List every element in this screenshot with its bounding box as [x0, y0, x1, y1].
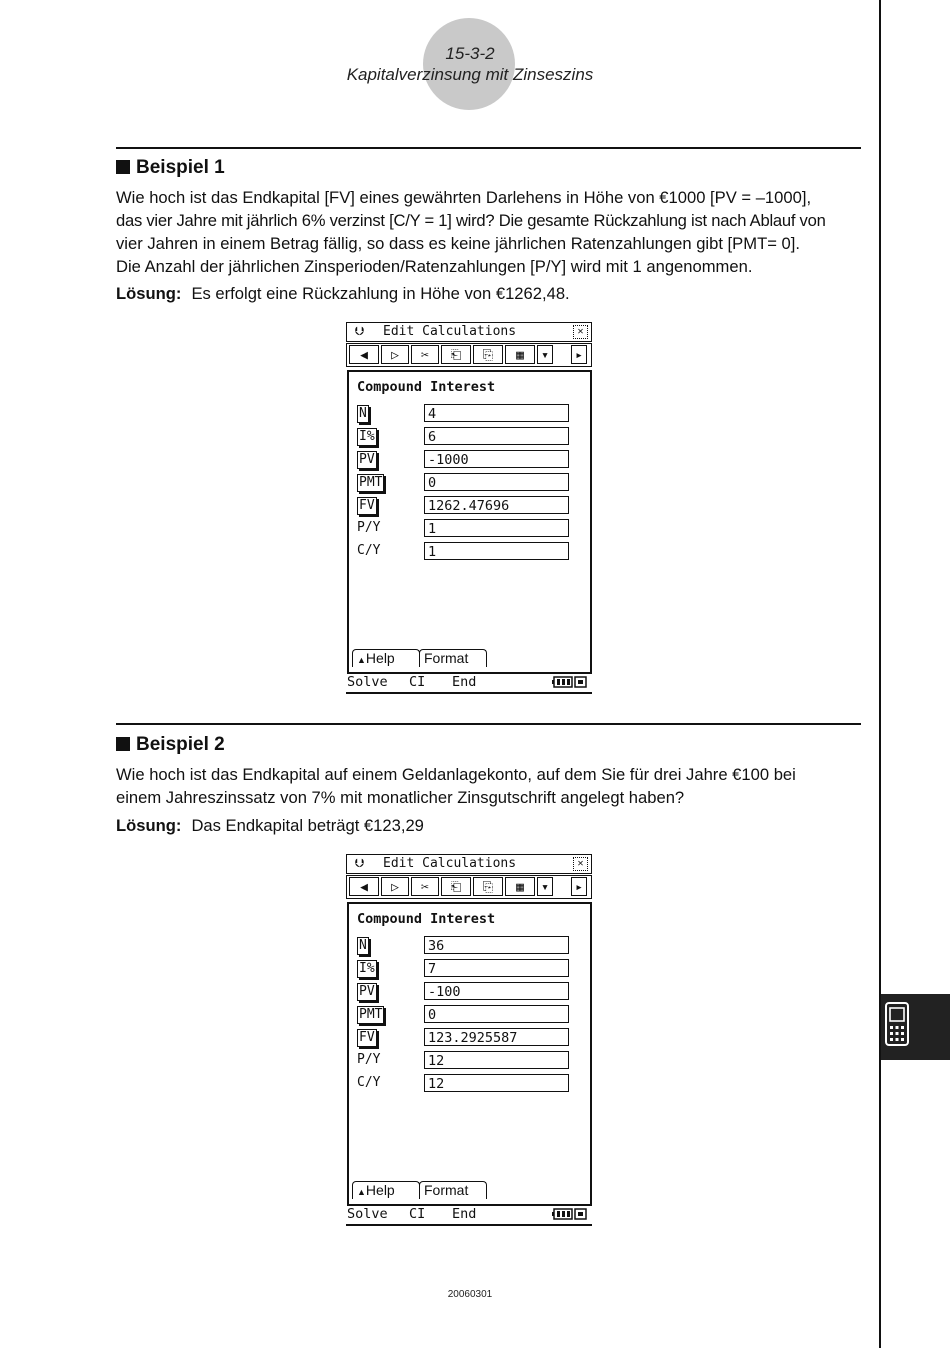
- label-fv[interactable]: FV: [359, 498, 375, 513]
- field-pmt[interactable]: 0: [424, 473, 569, 491]
- field-i[interactable]: 6: [424, 427, 569, 445]
- header-badge: [423, 18, 515, 110]
- back-icon[interactable]: ◀: [349, 345, 379, 364]
- field-pv[interactable]: -1000: [424, 450, 569, 468]
- up-arrow-icon: ▲: [357, 1187, 366, 1197]
- example1-heading: Beispiel 1: [116, 157, 225, 179]
- label-n[interactable]: N: [359, 938, 367, 953]
- field-cy[interactable]: 1: [424, 542, 569, 560]
- battery-icon: [552, 1208, 588, 1220]
- label-pmt[interactable]: PMT: [359, 1007, 383, 1022]
- example2-text: Wie hoch ist das Endkapital auf einem Geldanlagekonto, auf dem Sie für drei Jahre €100 bei einem Jahreszinssatz von 7% mit monatlicher Zinsgutschrift angelegt haben?: [116, 765, 796, 807]
- chapter-tab: [881, 994, 950, 1060]
- scroll-right-icon[interactable]: ▸: [571, 877, 587, 896]
- section-divider: [116, 147, 861, 149]
- calc-body: [347, 902, 592, 1206]
- label-py: P/Y: [357, 520, 381, 535]
- calculator-screen-1: [346, 322, 592, 694]
- field-py[interactable]: 1: [424, 519, 569, 537]
- toolbar: [346, 875, 592, 899]
- cut-icon[interactable]: ✂: [411, 877, 439, 896]
- play-icon[interactable]: ▷: [381, 345, 409, 364]
- close-icon[interactable]: ✕: [573, 325, 588, 339]
- screen-title: Compound Interest: [357, 911, 496, 927]
- example2-solution: Lösung: Das Endkapital beträgt €123,29: [116, 816, 424, 835]
- cut-icon[interactable]: ✂: [411, 345, 439, 364]
- tab-help[interactable]: ▲Help: [352, 1181, 420, 1199]
- field-fv[interactable]: 1262.47696: [424, 496, 569, 514]
- label-i[interactable]: I%: [359, 429, 375, 444]
- screen-title: Compound Interest: [357, 379, 496, 395]
- paste-icon[interactable]: ⎘: [473, 877, 503, 896]
- solve-button[interactable]: Solve: [347, 674, 388, 690]
- copy-icon[interactable]: ⎗: [441, 877, 471, 896]
- example1-text: Wie hoch ist das Endkapital [FV] eines gewährten Darlehens in Höhe von €1000 [PV = –1000], das vier Jahre mit jährlich 6% verzinst [C/Y = 1] wird? Die gesamte Rückzahlung ist nach Ablauf von vier Jahren in einem Betrag fällig, so dass es keine jährlichen Ratenzahlungen gibt [PMT= 0]. Die Anzahl der jährlichen Zinsperioden/Ratenzahlungen [P/Y] wird mit 1 angenommen.: [116, 188, 826, 276]
- toolbar: [346, 343, 592, 367]
- field-pmt[interactable]: 0: [424, 1005, 569, 1023]
- square-bullet-icon: [116, 160, 130, 174]
- dropdown-icon[interactable]: ▾: [537, 345, 553, 364]
- back-icon[interactable]: ◀: [349, 877, 379, 896]
- copy-icon[interactable]: ⎗: [441, 345, 471, 364]
- field-cy[interactable]: 12: [424, 1074, 569, 1092]
- dropdown-icon[interactable]: ▾: [537, 877, 553, 896]
- end-button[interactable]: End: [452, 674, 477, 690]
- calculator-icon: [885, 1002, 909, 1046]
- label-py: P/Y: [357, 1052, 381, 1067]
- ci-button[interactable]: CI: [409, 674, 426, 690]
- play-icon[interactable]: ▷: [381, 877, 409, 896]
- scroll-right-icon[interactable]: ▸: [571, 345, 587, 364]
- section-number: 15-3-2: [445, 44, 495, 63]
- battery-icon: [552, 676, 588, 688]
- field-pv[interactable]: -100: [424, 982, 569, 1000]
- label-pv[interactable]: PV: [359, 452, 375, 467]
- calc-body: [347, 370, 592, 674]
- margin-rule: [879, 0, 881, 1348]
- field-py[interactable]: 12: [424, 1051, 569, 1069]
- table-icon[interactable]: ▦: [505, 877, 535, 896]
- ci-button[interactable]: CI: [409, 1206, 426, 1222]
- tab-help[interactable]: ▲Help: [352, 649, 420, 667]
- table-icon[interactable]: ▦: [505, 345, 535, 364]
- end-button[interactable]: End: [452, 1206, 477, 1222]
- field-n[interactable]: 36: [424, 936, 569, 954]
- menu-bar: [346, 854, 592, 874]
- solve-button[interactable]: Solve: [347, 1206, 388, 1222]
- soft-key-bar: [346, 1206, 592, 1226]
- tab-format[interactable]: Format: [419, 1181, 487, 1199]
- menu-title[interactable]: Edit Calculations: [383, 856, 517, 871]
- section-title: Kapitalverzinsung mit Zinseszins: [346, 65, 594, 84]
- label-fv[interactable]: FV: [359, 1030, 375, 1045]
- label-n[interactable]: N: [359, 406, 367, 421]
- soft-key-bar: [346, 674, 592, 694]
- tab-format[interactable]: Format: [419, 649, 487, 667]
- section-divider: [116, 723, 861, 725]
- example2-heading: Beispiel 2: [116, 734, 225, 756]
- field-i[interactable]: 7: [424, 959, 569, 977]
- menu-title[interactable]: Edit Calculations: [383, 324, 517, 339]
- label-i[interactable]: I%: [359, 961, 375, 976]
- close-icon[interactable]: ✕: [573, 857, 588, 871]
- page-code: 20060301: [447, 1289, 493, 1300]
- label-pmt[interactable]: PMT: [359, 475, 383, 490]
- paste-icon[interactable]: ⎘: [473, 345, 503, 364]
- field-fv[interactable]: 123.2925587: [424, 1028, 569, 1046]
- menu-bar: [346, 322, 592, 342]
- calculator-screen-2: [346, 854, 592, 1226]
- label-cy: C/Y: [357, 1075, 381, 1090]
- square-bullet-icon: [116, 737, 130, 751]
- up-arrow-icon: ▲: [357, 655, 366, 665]
- menu-chevron-icon[interactable]: ⮋: [355, 324, 365, 338]
- field-n[interactable]: 4: [424, 404, 569, 422]
- label-pv[interactable]: PV: [359, 984, 375, 999]
- label-cy: C/Y: [357, 543, 381, 558]
- example1-solution: Lösung: Es erfolgt eine Rückzahlung in Höhe von €1262,48.: [116, 284, 570, 303]
- menu-chevron-icon[interactable]: ⮋: [355, 856, 365, 870]
